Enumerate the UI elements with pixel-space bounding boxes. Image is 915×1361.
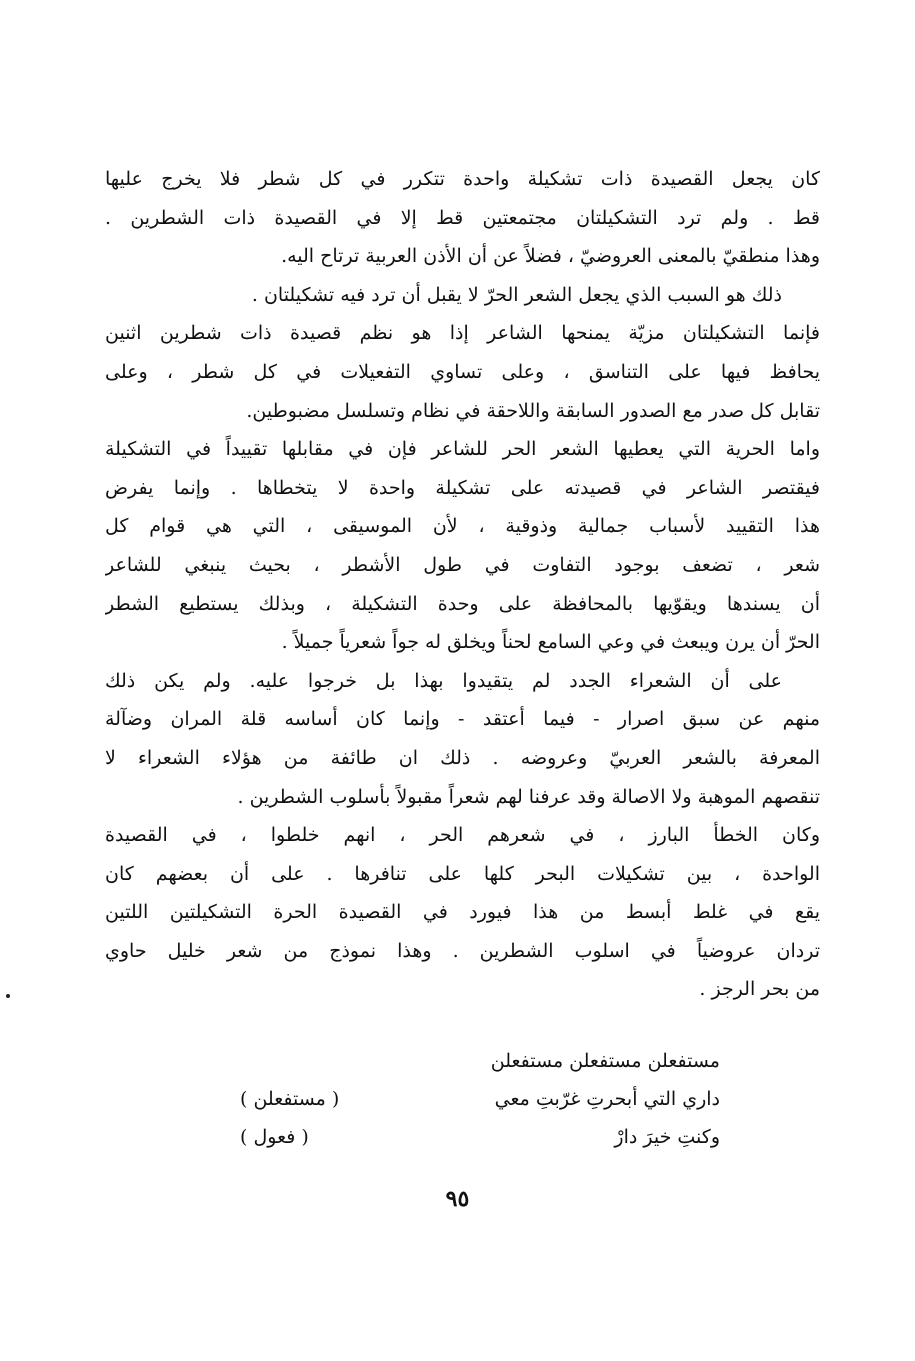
text-line: الواحدة ، بين تشكيلات البحر كلها على تنافرها . على أن بعضهم كان [105, 862, 820, 885]
verse-meter-header-row [240, 1042, 720, 1080]
text-line: فيقتصر الشاعر في قصيدته على تشكيلة واحدة لا يتخطاها . وإنما يفرض [105, 476, 820, 499]
verse-line [240, 1080, 720, 1118]
verse-line [240, 1118, 720, 1156]
text-line: ذلك هو السبب الذي يجعل الشعر الحرّ لا يقبل أن ترد فيه تشكيلتان . [251, 283, 782, 306]
text-line: على أن الشعراء الجدد لم يتقيدوا بهذا بل خرجوا عليه. ولم يكن ذلك [105, 669, 782, 692]
text-line: تقابل كل صدر مع الصدور السابقة واللاحقة في نظام وتسلسل مضبوطين. [246, 399, 820, 422]
text-line: هذا التقييد لأسباب جمالية وذوقية ، لأن الموسيقى ، التي هي قوام كل [105, 515, 820, 538]
text-line: كان يجعل القصيدة ذات تشكيلة واحدة تتكرر في كل شطر فلا يخرج عليها [105, 168, 820, 190]
verse-line-meter: ( فعول ) [240, 1126, 309, 1148]
text-line: شعر ، تضعف بوجود التفاوت في طول الأشطر ، بحيث ينبغي للشاعر [105, 553, 820, 576]
text-line: فإنما التشكيلتان مزيّة يمنحها الشاعر إذا هو نظم قصيدة ذات شطرين اثنين [105, 322, 820, 345]
text-line: وهذا منطقيّ بالمعنى العروضيّ ، فضلاً عن أن الأذن العربية ترتاح اليه. [281, 245, 820, 268]
verse-line-text: وكنتِ خيرَ دارْ [614, 1126, 720, 1148]
body-text [105, 160, 820, 1009]
verse-meter-header: مستفعلن مستفعلن مستفعلن [490, 1050, 720, 1072]
text-line: يحافظ فيها على التناسق ، وعلى تساوي التفعيلات في كل شطر ، وعلى [105, 360, 820, 383]
text-line: أن يسندها ويقوّيها بالمحافظة على وحدة التشكيلة ، وبذلك يستطيع الشطر [105, 592, 820, 615]
text-line: وكان الخطأ البارز ، في شعرهم الحر ، انهم خلطوا ، في القصيدة [105, 824, 820, 847]
verse-line-meter: ( مستفعلن ) [240, 1088, 340, 1110]
text-line: منهم عن سبق اصرار - فيما أعتقد - وإنما كان أساسه قلة المران وضآلة [105, 708, 820, 731]
verse-line-text: داري التي أبحرتِ غرّبتِ معي [494, 1088, 720, 1110]
text-line: واما الحرية التي يعطيها الشعر الحر للشاعر فإن في مقابلها تقييداً في التشكيلة [105, 438, 820, 461]
text-line: قط . ولم ترد التشكيلتان مجتمعتين قط إلا في القصيدة ذات الشطرين . [105, 206, 820, 229]
verse-block [240, 1042, 720, 1156]
text-line: الحرّ أن يرن ويبعث في وعي السامع لحناً ويخلق له جواً شعرياً جميلاً . [281, 631, 820, 654]
text-line: المعرفة بالشعر العربيّ وعروضه . ذلك ان طائفة من هؤلاء الشعراء لا [105, 746, 820, 769]
scan-speck [6, 994, 10, 998]
text-line: تردان عروضياً في اسلوب الشطرين . وهذا نموذج من شعر خليل حاوي [105, 939, 820, 962]
text-line: يقع في غلط أبسط من هذا فيورد في القصيدة الحرة التشكيلتين اللتين [105, 901, 820, 924]
text-line: من بحر الرجز . [699, 978, 820, 1001]
page-number: ٩٥ [445, 1186, 470, 1212]
text-line: تنقصهم الموهبة ولا الاصالة وقد عرفنا لهم شعراً مقبولاً بأسلوب الشطرين . [237, 785, 820, 808]
